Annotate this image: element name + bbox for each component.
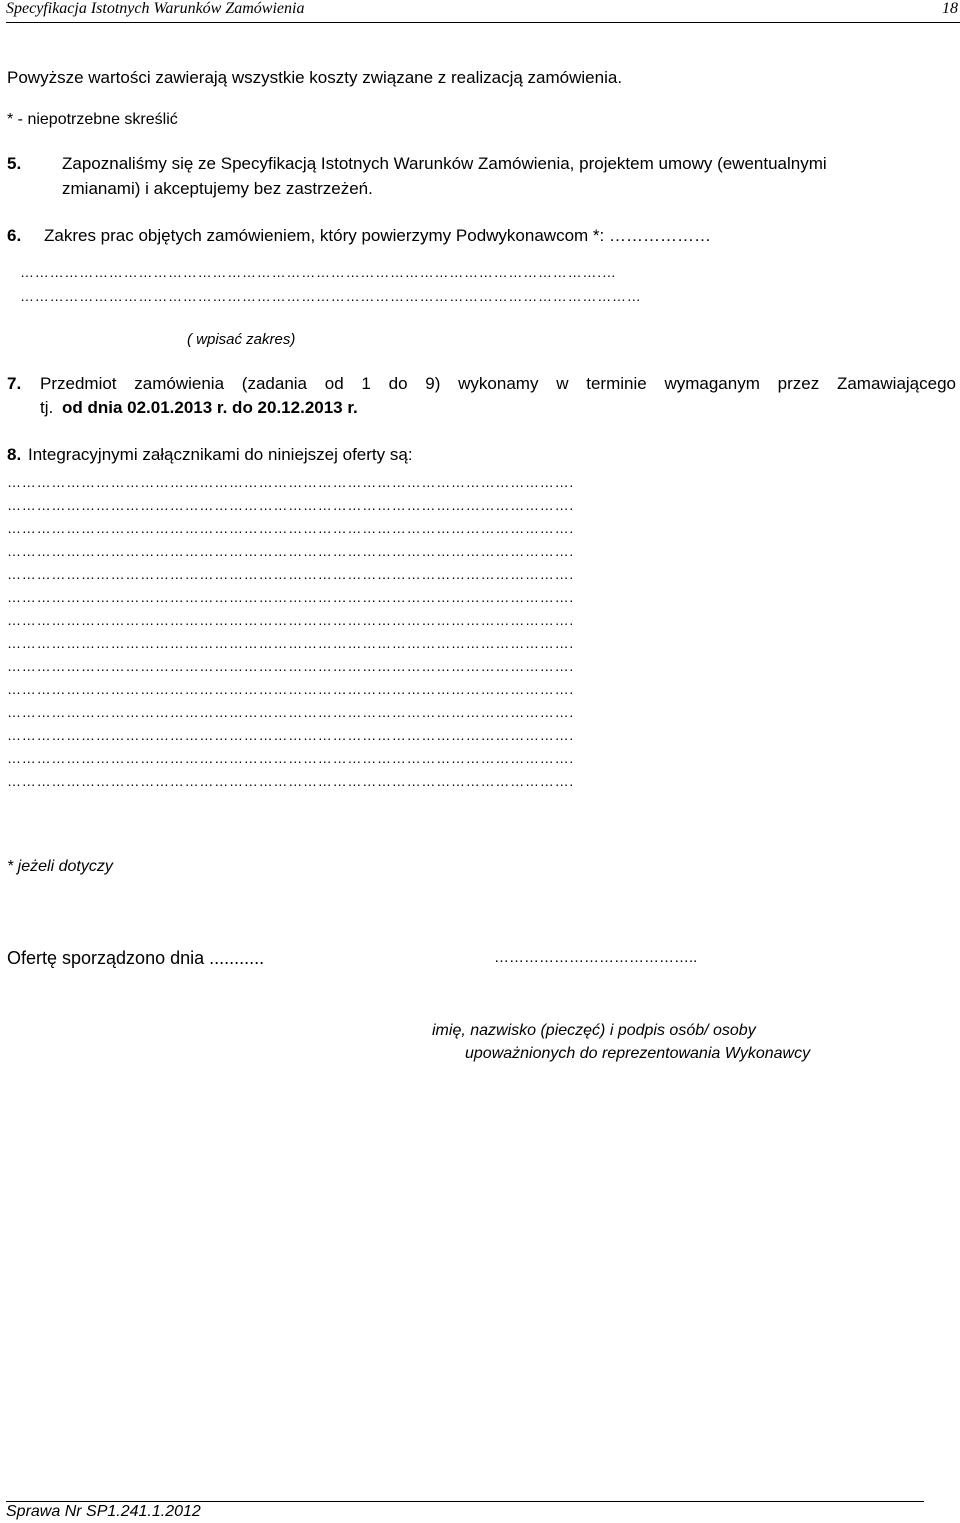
attachment-dot-line: ……………………………………………………………………………………………………. xyxy=(7,589,575,605)
case-number: Sprawa Nr SP1.241.1.2012 xyxy=(6,1503,201,1520)
item-5-line-1: Zapoznaliśmy się ze Specyfikacją Istotnych Warunków Zamówienia, projektem umowy (ewentualnymi xyxy=(62,154,827,173)
footer-divider xyxy=(6,1501,924,1502)
item-7-line-2 xyxy=(40,397,358,419)
attachment-dot-line: ……………………………………………………………………………………………………. xyxy=(7,497,575,513)
item-7-line-1: Przedmiot zamówienia (zadania od 1 do 9) wykonamy w terminie wymaganym przez Zamawiającego xyxy=(40,374,956,393)
scope-hint: ( wpisać zakres) xyxy=(187,331,296,348)
applicability-note: * jeżeli dotyczy xyxy=(7,858,113,875)
item-7-line-2-prefix: tj. xyxy=(40,398,54,417)
item-8-number: 8. xyxy=(7,445,22,464)
document-title: Specyfikacja Istotnych Warunków Zamówienia xyxy=(6,0,305,17)
attachment-dot-line: ……………………………………………………………………………………………………. xyxy=(7,543,575,559)
attachment-dot-line: ……………………………………………………………………………………………………. xyxy=(7,658,575,674)
attachment-dot-line: ……………………………………………………………………………………………………. xyxy=(7,612,575,628)
attachment-dot-line: ……………………………………………………………………………………………………. xyxy=(7,681,575,697)
strike-note: * - niepotrzebne skreślić xyxy=(7,111,178,128)
subcontract-scope-dots-1: ……………………………………………………………………………………………………….… xyxy=(20,264,617,280)
offer-date-label: Ofertę sporządzono dnia ........... xyxy=(7,948,265,968)
attachment-dot-line: ……………………………………………………………………………………………………. xyxy=(7,474,575,490)
completion-dates: od dnia 02.01.2013 r. do 20.12.2013 r. xyxy=(61,398,358,417)
page-number: 18 xyxy=(942,0,958,17)
signature-caption-line-2: upoważnionych do reprezentowania Wykonawcy xyxy=(465,1045,811,1062)
item-8-text: Integracyjnymi załącznikami do niniejszej oferty są: xyxy=(28,445,413,464)
subcontract-scope-dots-2: ……………………………………………………………………………………………………………… xyxy=(20,288,642,304)
attachment-dot-line: ……………………………………………………………………………………………………. xyxy=(7,520,575,536)
attachment-dot-line: ……………………………………………………………………………………………………. xyxy=(7,635,575,651)
attachment-dot-line: ……………………………………………………………………………………………………. xyxy=(7,773,575,789)
attachment-dot-line: ……………………………………………………………………………………………………. xyxy=(7,727,575,743)
item-5-line-2: zmianami) i akceptujemy bez zastrzeżeń. xyxy=(62,179,373,198)
item-6-text: Zakres prac objętych zamówieniem, który powierzymy Podwykonawcom *: ……………… xyxy=(44,226,711,245)
item-7-number: 7. xyxy=(7,374,22,393)
attachment-dot-line: ……………………………………………………………………………………………………. xyxy=(7,566,575,582)
costs-statement: Powyższe wartości zawierają wszystkie koszty związane z realizacją zamówienia. xyxy=(7,68,623,87)
item-5-number: 5. xyxy=(7,154,22,173)
page-header xyxy=(6,0,960,23)
item-6-number: 6. xyxy=(7,226,22,245)
attachment-dot-line: ……………………………………………………………………………………………………. xyxy=(7,704,575,720)
attachment-dot-line: ……………………………………………………………………………………………………. xyxy=(7,750,575,766)
signature-dots: ………………………………….. xyxy=(494,949,698,966)
signature-caption-line-1: imię, nazwisko (pieczęć) i podpis osób/ osoby xyxy=(432,1022,756,1039)
